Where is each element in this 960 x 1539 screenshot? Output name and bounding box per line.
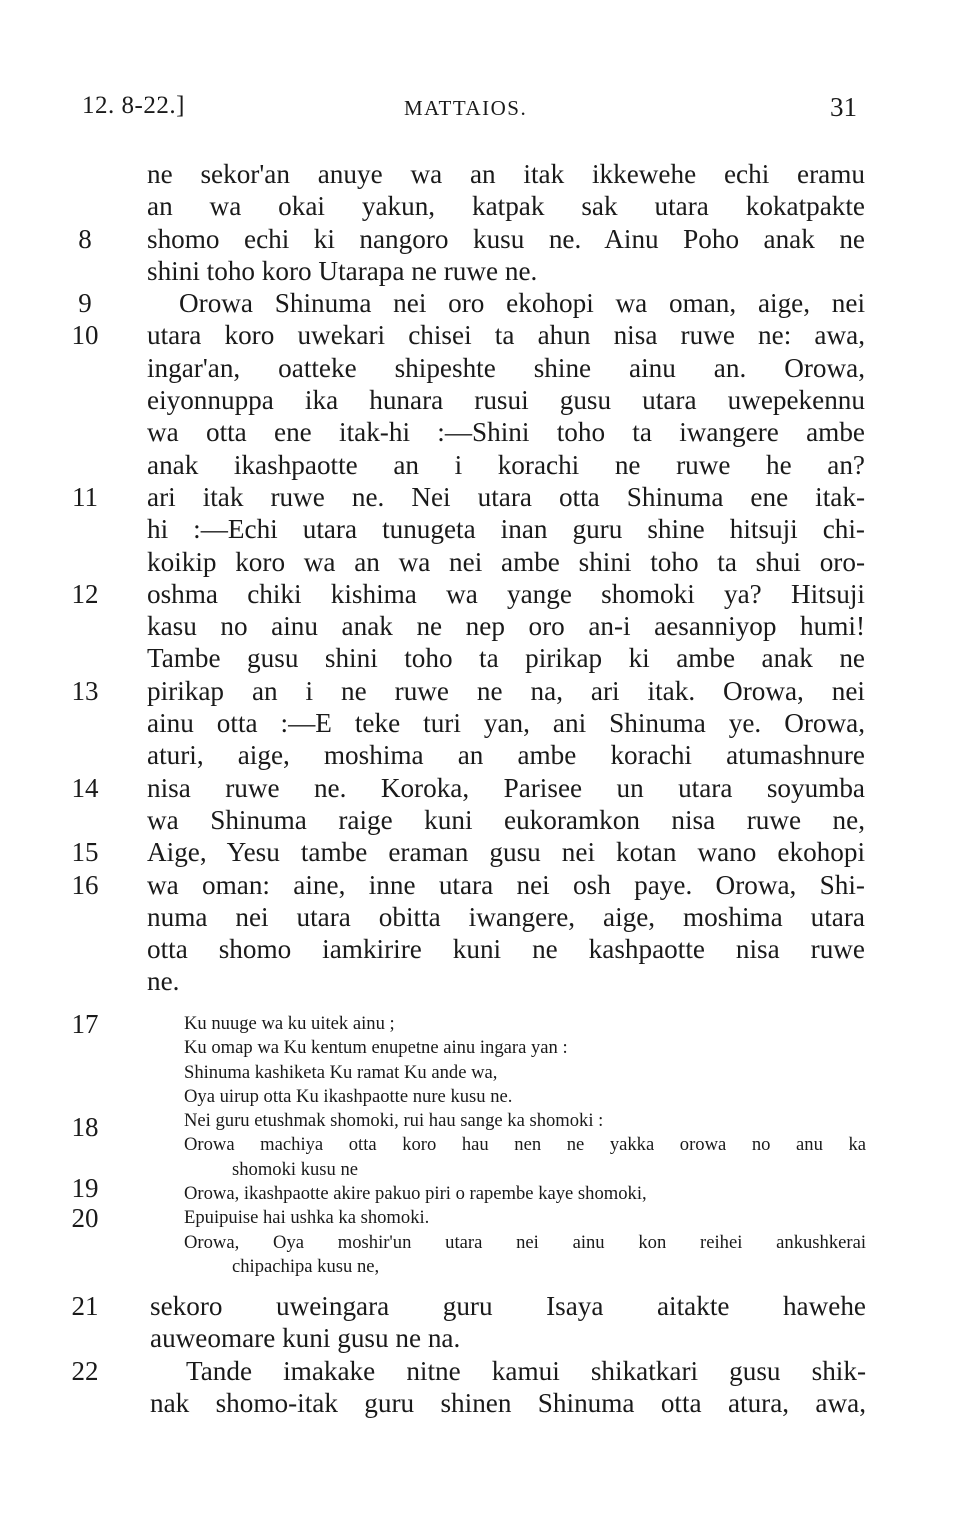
line-text: ainu otta :—E teke turi yan, ani Shinuma ye. Orowa, bbox=[147, 708, 865, 739]
quote-line bbox=[0, 1231, 960, 1255]
line-text: otta shomo iamkirire kuni ne kashpaotte nisa ruwe bbox=[147, 934, 865, 965]
text-line bbox=[0, 675, 960, 707]
line-text: aturi, aige, moshima an ambe korachi atumashnure bbox=[147, 740, 865, 771]
quote-text: Ku omap wa Ku kentum enupetne ainu ingara yan : bbox=[184, 1037, 568, 1059]
text-line bbox=[0, 158, 960, 190]
line-text: Aige, Yesu tambe eraman gusu nei kotan wano ekohopi bbox=[147, 837, 865, 868]
verse-number: 10 bbox=[71, 320, 99, 351]
text-line bbox=[0, 190, 960, 222]
line-text: ne sekor'an anuye wa an itak ikkewehe echi eramu bbox=[147, 159, 865, 189]
quote-text: Orowa machiya otta koro hau nen ne yakka orowa no anu ka bbox=[184, 1134, 866, 1156]
verse-number: 17 bbox=[71, 1009, 99, 1039]
text-line bbox=[0, 1322, 960, 1354]
quote-text: chipachipa kusu ne, bbox=[232, 1255, 380, 1277]
text-line bbox=[0, 416, 960, 448]
verse-number: 13 bbox=[71, 675, 99, 706]
line-text: Tambe gusu shini toho ta pirikap ki ambe anak ne bbox=[147, 643, 865, 674]
line-text: wa oman: aine, inne utara nei osh paye. Orowa, Shi- bbox=[147, 869, 865, 900]
running-header bbox=[0, 92, 960, 126]
quote-text: Epuipuise hai ushka ka shomoki. bbox=[184, 1207, 430, 1229]
text-line bbox=[0, 1290, 960, 1322]
line-text: utara koro uwekari chisei ta ahun nisa ruwe ne: awa, bbox=[147, 320, 865, 351]
text-line bbox=[0, 869, 960, 901]
text-line bbox=[0, 804, 960, 836]
text-line bbox=[0, 287, 960, 319]
text-line bbox=[0, 449, 960, 481]
line-text: kasu no ainu anak ne nep oro an-i aesanniyop humi! bbox=[147, 611, 865, 642]
verse-number: 21 bbox=[71, 1291, 99, 1321]
line-text: Orowa Shinuma nei oro ekohopi wa oman, aige, nei bbox=[179, 288, 865, 319]
verse-number: 19 bbox=[71, 1173, 99, 1204]
line-text: koikip koro wa an wa nei ambe shini toho ta shui oro- bbox=[147, 546, 865, 577]
text-line bbox=[0, 739, 960, 771]
line-text: an wa okai yakun, katpak sak utara kokatpakte bbox=[147, 191, 865, 222]
text-line bbox=[0, 481, 960, 513]
chapter-verse-range: 12. 8-22.] bbox=[82, 92, 185, 119]
verse-number: 8 bbox=[78, 223, 92, 254]
line-text: ne. bbox=[147, 966, 180, 997]
quote-line bbox=[0, 1061, 960, 1085]
line-text: oshma chiki kishima wa yange shomoki ya? Hitsuji bbox=[147, 578, 865, 609]
line-text: eiyonnuppa ika hunara rusui gusu utara uwepekennu bbox=[147, 385, 865, 416]
text-line bbox=[0, 610, 960, 642]
line-text: shomo echi ki nangoro kusu ne. Ainu Poho anak ne bbox=[147, 223, 865, 254]
verse-number: 9 bbox=[78, 288, 92, 319]
text-line bbox=[0, 772, 960, 804]
text-line bbox=[0, 1387, 960, 1419]
text-line bbox=[0, 223, 960, 255]
verse-number: 18 bbox=[71, 1112, 99, 1143]
text-line bbox=[0, 352, 960, 384]
text-line bbox=[0, 933, 960, 965]
verse-number: 12 bbox=[71, 578, 99, 609]
verse-number: 16 bbox=[71, 869, 99, 900]
quote-line bbox=[0, 1158, 960, 1182]
verse-number: 11 bbox=[72, 481, 98, 512]
text-line bbox=[0, 965, 960, 997]
verse-number: 22 bbox=[71, 1355, 99, 1386]
line-text: pirikap an i ne ruwe ne na, ari itak. Orowa, nei bbox=[147, 675, 865, 706]
quote-text: Orowa, ikashpaotte akire pakuo piri o rapembe kaye shomoki, bbox=[184, 1183, 647, 1205]
line-text: nak shomo-itak guru shinen Shinuma otta atura, awa, bbox=[150, 1387, 866, 1418]
quote-line bbox=[0, 1255, 960, 1279]
quote-line bbox=[0, 1109, 960, 1143]
text-line bbox=[0, 546, 960, 578]
line-text: ari itak ruwe ne. Nei utara otta Shinuma ene itak- bbox=[147, 481, 865, 512]
quote-line bbox=[0, 1203, 960, 1234]
line-text: auweomare kuni gusu ne na. bbox=[150, 1323, 461, 1354]
verse-number: 14 bbox=[71, 772, 99, 803]
text-line bbox=[0, 836, 960, 868]
text-line bbox=[0, 319, 960, 351]
text-line bbox=[0, 513, 960, 545]
quote-text: Orowa, Oya moshir'un utara nei ainu kon reihei ankushkerai bbox=[184, 1231, 866, 1253]
line-text: sekoro uweingara guru Isaya aitakte hawehe bbox=[150, 1291, 866, 1321]
closing-prose-block bbox=[0, 1290, 960, 1419]
quote-line bbox=[0, 1085, 960, 1109]
line-text: numa nei utara obitta iwangere, aige, moshima utara bbox=[147, 901, 865, 932]
quote-text: Nei guru etushmak shomoki, rui hau sange ka shomoki : bbox=[184, 1110, 604, 1132]
text-line bbox=[0, 642, 960, 674]
quote-line bbox=[0, 1009, 960, 1039]
quote-line bbox=[0, 1133, 960, 1157]
page-number: 31 bbox=[830, 92, 857, 122]
line-text: ingar'an, oatteke shipeshte shine ainu an. Orowa, bbox=[147, 352, 865, 383]
verse-number: 20 bbox=[71, 1203, 99, 1234]
quote-text: Ku nuuge wa ku uitek ainu ; bbox=[184, 1013, 395, 1034]
text-line bbox=[0, 1355, 960, 1387]
line-text: nisa ruwe ne. Koroka, Parisee un utara soyumba bbox=[147, 772, 865, 803]
text-line bbox=[0, 901, 960, 933]
quote-line bbox=[0, 1036, 960, 1060]
verse-number: 15 bbox=[71, 837, 99, 868]
quote-text: shomoki kusu ne bbox=[232, 1158, 359, 1180]
text-line bbox=[0, 384, 960, 416]
prose-block bbox=[0, 158, 960, 998]
line-text: anak ikashpaotte an i korachi ne ruwe he an? bbox=[147, 449, 865, 480]
line-text: hi :—Echi utara tunugeta inan guru shine hitsuji chi- bbox=[147, 514, 865, 545]
quotation-block bbox=[0, 1009, 960, 1279]
quote-line bbox=[0, 1173, 960, 1206]
text-line bbox=[0, 707, 960, 739]
text-line bbox=[0, 578, 960, 610]
line-text: shini toho koro Utarapa ne ruwe ne. bbox=[147, 255, 538, 286]
book-title: MATTAIOS. bbox=[404, 96, 528, 120]
line-text: Tande imakake nitne kamui shikatkari gusu shik- bbox=[186, 1355, 866, 1386]
quote-text: Oya uirup otta Ku ikashpaotte nure kusu ne. bbox=[184, 1085, 513, 1107]
text-line bbox=[0, 255, 960, 287]
line-text: wa otta ene itak-hi :—Shini toho ta iwangere ambe bbox=[147, 417, 865, 448]
quote-text: Shinuma kashiketa Ku ramat Ku ande wa, bbox=[184, 1061, 498, 1083]
line-text: wa Shinuma raige kuni eukoramkon nisa ruwe ne, bbox=[147, 804, 865, 835]
